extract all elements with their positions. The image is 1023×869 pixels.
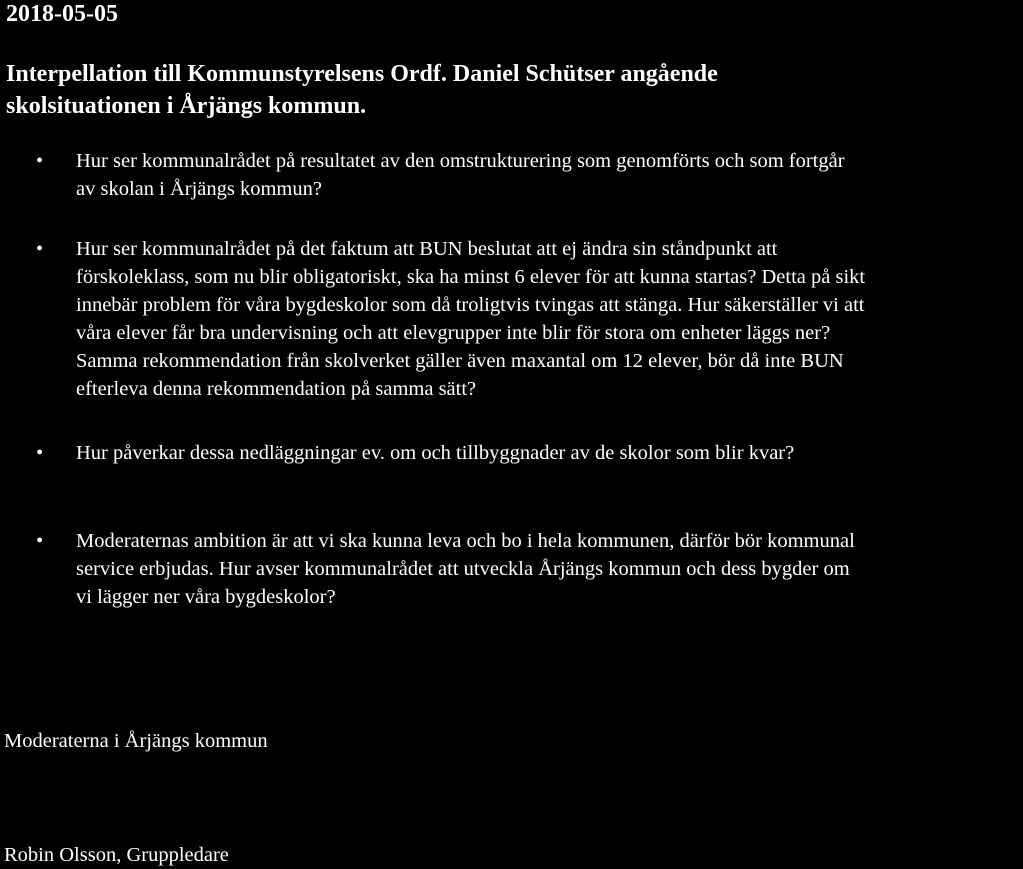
question-line: av skolan i Årjängs kommun? [76,178,322,200]
question-line: Hur påverkar dessa nedläggningar ev. om och tillbyggnader av de skolor som blir kvar? [76,442,795,464]
question-item [36,147,1021,203]
title-line: skolsituationen i Årjängs kommun. [6,93,367,119]
question-line: efterleva denna rekommendation på samma sätt? [76,378,477,400]
signature: Robin Olsson, Gruppledare [4,844,229,866]
question-item [36,527,1021,611]
bullet: • [36,238,44,260]
document-title [6,58,1006,122]
title-line: Interpellation till Kommunstyrelsens Ordf. Daniel Schütser angående [6,61,718,87]
question-line: innebär problem för våra bygdeskolor som då troligtvis tvingas att stänga. Hur säkerställer vi att [76,294,865,316]
question-line: service erbjudas. Hur avser kommunalrådet att utveckla Årjängs kommun och dess bygder om [76,558,850,580]
question-line: Hur ser kommunalrådet på det faktum att BUN beslutat att ej ändra sin ståndpunkt att [76,238,778,260]
question-item [36,235,1021,403]
question-line: vi lägger ner våra bygdeskolor? [76,586,336,608]
question-line: förskoleklass, som nu blir obligatoriskt, ska ha minst 6 elever för att kunna startas? Detta på sikt [76,266,866,288]
document-date: 2018-05-05 [6,1,118,27]
bullet: • [36,150,44,172]
sender-party: Moderaterna i Årjängs kommun [4,730,268,752]
question-line: Moderaternas ambition är att vi ska kunna leva och bo i hela kommunen, därför bör kommunal [76,530,855,552]
bullet: • [36,530,44,552]
question-line: Hur ser kommunalrådet på resultatet av den omstrukturering som genomförts och som fortgår [76,150,845,172]
question-line: våra elever får bra undervisning och att elevgrupper inte blir för stora om enheter läggs ner? [76,322,831,344]
question-line: Samma rekommendation från skolverket gäller även maxantal om 12 elever, bör då inte BUN [76,350,844,372]
bullet: • [36,442,44,464]
question-item [36,439,1021,467]
